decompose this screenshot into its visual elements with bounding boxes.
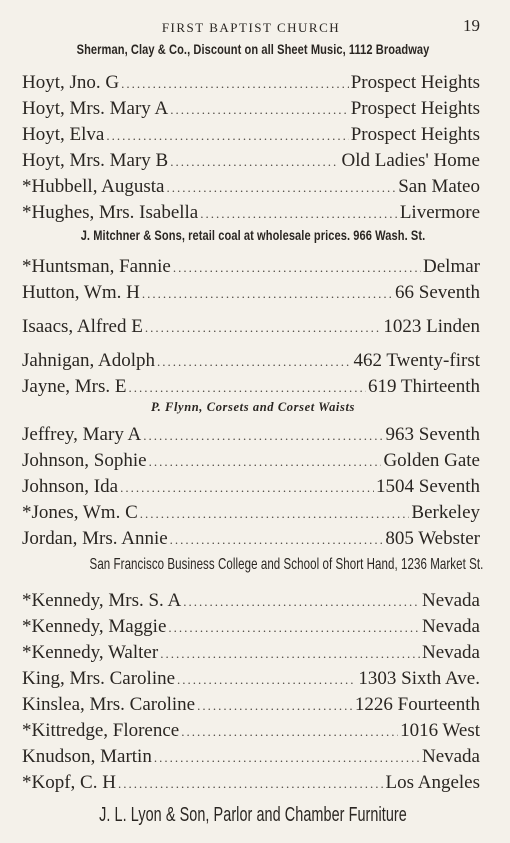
- dot-leader: [167, 175, 397, 200]
- entry-address: Livermore: [399, 202, 480, 223]
- entry-name: Jordan, Mrs. Annie: [22, 528, 168, 549]
- directory-entry: [22, 526, 480, 552]
- entry-address: Delmar: [423, 256, 480, 277]
- entry-address: 1016 West: [400, 720, 480, 741]
- entry-name: Jayne, Mrs. E: [22, 376, 127, 397]
- dot-leader: [181, 719, 398, 744]
- dot-leader: [160, 641, 420, 666]
- dot-leader: [170, 149, 339, 174]
- running-title: FIRST BAPTIST CHURCH: [161, 20, 341, 35]
- entry-name: *Kittredge, Florence: [22, 720, 180, 741]
- directory-entry: [22, 348, 480, 374]
- entry-address: Berkeley: [411, 502, 480, 523]
- directory-entry: [22, 70, 480, 96]
- directory-entry: [22, 666, 480, 692]
- ad-block: [22, 796, 480, 842]
- spacer: [22, 306, 480, 314]
- directory-entry: [22, 280, 480, 306]
- dot-leader: [106, 123, 348, 148]
- dot-leader: [143, 423, 383, 448]
- entry-address: Nevada: [421, 746, 480, 767]
- dot-leader: [140, 501, 410, 526]
- spacer: [22, 340, 480, 348]
- entry-address: Prospect Heights: [350, 124, 480, 145]
- entry-name: Knudson, Martin: [22, 746, 152, 767]
- advertisement-line: J. Mitchner & Sons, retail coal at wholesale prices. 966 Wash. St.: [80, 228, 426, 243]
- entry-name: *Kennedy, Maggie: [22, 616, 167, 637]
- dot-leader: [128, 375, 365, 400]
- ad-block: [22, 42, 480, 70]
- entry-name: *Kennedy, Mrs. S. A: [22, 590, 182, 611]
- entry-name: Isaacs, Alfred E: [22, 316, 143, 337]
- entry-name: Johnson, Sophie: [22, 450, 147, 471]
- entry-name: *Kennedy, Walter: [22, 642, 159, 663]
- dot-leader: [177, 667, 356, 692]
- directory-entry: [22, 422, 480, 448]
- directory-entry: [22, 254, 480, 280]
- entry-address: 66 Seventh: [395, 282, 480, 303]
- directory-entry: [22, 96, 480, 122]
- entry-name: Jeffrey, Mary A: [22, 424, 142, 445]
- dot-leader: [154, 745, 420, 770]
- directory-entry: [22, 500, 480, 526]
- entry-name: Hoyt, Mrs. Mary A: [22, 98, 169, 119]
- entry-address: 805 Webster: [385, 528, 480, 549]
- entry-address: Golden Gate: [383, 450, 480, 471]
- entry-address: San Mateo: [398, 176, 480, 197]
- entry-name: Hoyt, Elva: [22, 124, 105, 145]
- entry-name: Hoyt, Jno. G: [22, 72, 120, 93]
- ad-block: [22, 552, 484, 588]
- dot-leader: [197, 693, 353, 718]
- entry-name: King, Mrs. Caroline: [22, 668, 176, 689]
- entry-address: 963 Seventh: [385, 424, 480, 445]
- entry-address: Nevada: [421, 590, 480, 611]
- dot-leader: [170, 97, 349, 122]
- advertisement-line: Sherman, Clay & Co., Discount on all Sheet Music, 1112 Broadway: [76, 42, 430, 57]
- entry-name: *Jones, Wm. C: [22, 502, 138, 523]
- entry-address: Prospect Heights: [350, 98, 480, 119]
- entry-address: 1226 Fourteenth: [354, 694, 480, 715]
- page-header: [22, 0, 480, 42]
- entry-name: *Hughes, Mrs. Isabella: [22, 202, 199, 223]
- entry-name: *Kopf, C. H: [22, 772, 116, 793]
- directory-entry: [22, 474, 480, 500]
- directory-entry: [22, 200, 480, 226]
- entry-name: *Huntsman, Fannie: [22, 256, 171, 277]
- dot-leader: [157, 349, 351, 374]
- dot-leader: [120, 475, 374, 500]
- directory-entry: [22, 692, 480, 718]
- dot-leader: [118, 771, 384, 796]
- dot-leader: [183, 589, 420, 614]
- dot-leader: [142, 281, 393, 306]
- entry-address: Old Ladies' Home: [341, 150, 480, 171]
- dot-leader: [121, 71, 349, 96]
- dot-leader: [170, 527, 384, 552]
- ad-block: [22, 400, 480, 422]
- entry-address: 1023 Linden: [383, 316, 480, 337]
- entry-name: *Hubbell, Augusta: [22, 176, 165, 197]
- entry-address: 1303 Sixth Ave.: [358, 668, 480, 689]
- dot-leader: [168, 615, 420, 640]
- footer-advertisement: J. L. Lyon & Son, Parlor and Chamber Furniture: [99, 804, 407, 826]
- directory-entry: [22, 718, 480, 744]
- dot-leader: [173, 255, 421, 280]
- directory-entry: [22, 174, 480, 200]
- entry-address: 1504 Seventh: [376, 476, 480, 497]
- directory-entry: [22, 640, 480, 666]
- directory-entry: [22, 148, 480, 174]
- directory-entry: [22, 122, 480, 148]
- entry-name: Johnson, Ida: [22, 476, 119, 497]
- entry-address: Los Angeles: [385, 772, 480, 793]
- dot-leader: [145, 315, 382, 340]
- directory-entry: [22, 614, 480, 640]
- directory-entry: [22, 588, 480, 614]
- directory-entry: [22, 314, 480, 340]
- entry-address: Nevada: [421, 642, 480, 663]
- entry-name: Hutton, Wm. H: [22, 282, 140, 303]
- entry-address: 619 Thirteenth: [367, 376, 480, 397]
- entry-address: 462 Twenty-first: [353, 350, 480, 371]
- ad-block: [22, 226, 480, 254]
- dot-leader: [149, 449, 382, 474]
- entry-name: Jahnigan, Adolph: [22, 350, 155, 371]
- entry-address: Nevada: [421, 616, 480, 637]
- dot-leader: [200, 201, 398, 226]
- entry-name: Hoyt, Mrs. Mary B: [22, 150, 169, 171]
- entry-name: Kinslea, Mrs. Caroline: [22, 694, 196, 715]
- entry-address: Prospect Heights: [350, 72, 480, 93]
- page-number: 19: [463, 16, 480, 35]
- directory-entry: [22, 744, 480, 770]
- directory-entry: [22, 374, 480, 400]
- advertisement-line: San Francisco Business College and School of Short Hand, 1236 Market St.: [89, 556, 484, 573]
- directory-entry: [22, 448, 480, 474]
- directory-entry: [22, 770, 480, 796]
- advertisement-line: P. Flynn, Corsets and Corset Waists: [150, 400, 356, 414]
